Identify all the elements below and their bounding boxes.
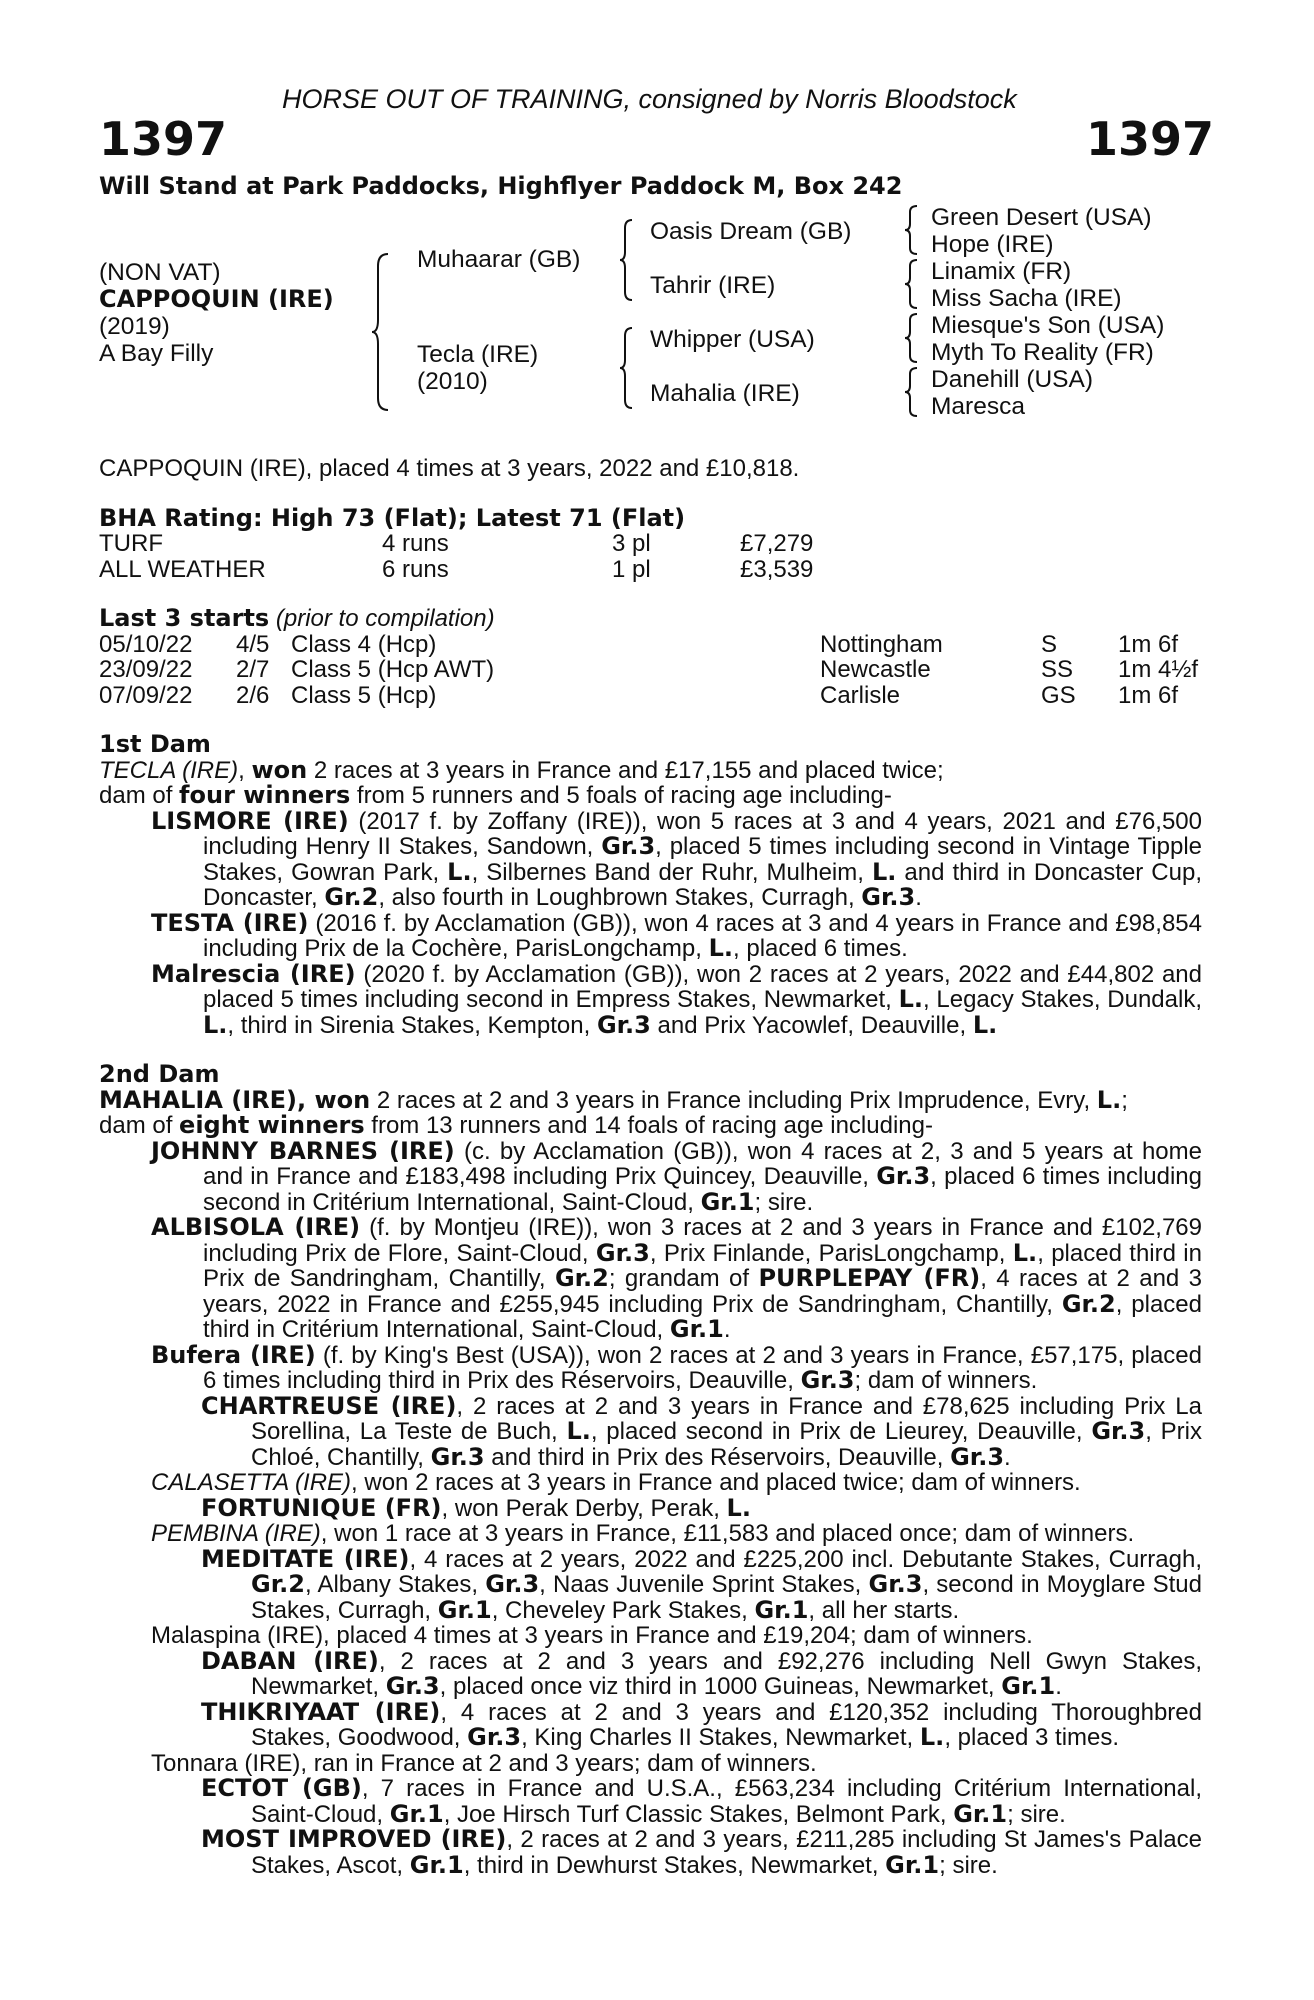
race-class: Class 5 (Hcp AWT) [291,656,495,683]
first-dam-heading: 1st Dam [99,730,211,758]
race-going: S [1041,630,1058,658]
ancestor-sss: Green Desert (USA) [931,204,1152,231]
pedigree-brace-3d [903,366,919,418]
sire-sire: Oasis Dream (GB) [650,218,852,245]
table-row [99,531,813,557]
horse-name: CAPPOQUIN (IRE) [99,285,334,313]
list-item: JOHNNY BARNES (IRE) (c. by Acclamation (GB)), won 4 races at 2, 3 and 5 years at home and in France and £183,498 including Prix Quincey, Deauville, Gr.3, placed 6 times including second in Critérium International, Saint-Cloud, Gr.1; sire. [151,1136,1202,1216]
first-dam-record: TECLA (IRE), won 2 races at 3 years in France and £17,155 and placed twice; [99,755,944,784]
second-dam-section [99,1062,1202,1878]
list-item: FORTUNIQUE (FR), won Perak Derby, Perak, L. [201,1493,751,1522]
lot-number-right: 1397 [1086,112,1215,166]
ancestor-dds: Danehill (USA) [931,366,1094,393]
bha-table [99,531,813,582]
list-item: Tonnara (IRE), ran in France at 2 and 3 years; dam of winners. [151,1749,817,1777]
prize: £7,279 [740,530,814,557]
lot-number-left: 1397 [99,112,228,166]
list-item: TESTA (IRE) (2016 f. by Acclamation (GB)), won 4 races at 3 and 4 years in France and £98,854 including Prix de la Cochère, ParisLongchamp, L., placed 6 times. [151,908,1202,962]
race-distance: 1m 6f [1118,630,1179,658]
list-item: LISMORE (IRE) (2017 f. by Zoffany (IRE)), won 5 races at 3 and 4 years, 2021 and £76,500 including Henry II Stakes, Sandown, Gr.3, placed 5 times including second in Vintage Tipple Stakes, Gowran Park, L., Silbernes Band der Ruhr, Mulheim, L. and third in Doncaster Cup, Doncaster, Gr.2, also fourth in Loughbrown Stakes, Curragh, Gr.3. [151,806,1203,911]
race-date: 23/09/22 [99,656,193,683]
runs: 4 runs [382,530,449,557]
pedigree-brace-3c [903,312,919,364]
race-pos: 2/6 [236,681,270,709]
list-item: CHARTREUSE (IRE), 2 races at 2 and 3 years in France and £78,625 including Prix La Sorellina, La Teste de Buch, L., placed second in Prix de Lieurey, Deauville, Gr.3, Prix Chloé, Chantilly, Gr.3 and third in Prix des Réservoirs, Deauville, Gr.3. [201,1391,1203,1471]
list-item: Malrescia (IRE) (2020 f. by Acclamation (GB)), won 2 races at 2 years, 2022 and £44,802 and placed 5 times including second in Empress Stakes, Newmarket, L., Legacy Stakes, Dundalk, L., third in Sirenia Stakes, Kempton, Gr.3 and Prix Yacowlef, Deauville, L. [151,959,1203,1039]
bha-heading: BHA Rating: High 73 (Flat); Latest 71 (Flat) [99,503,686,532]
horse-year: (2019) [99,313,170,340]
dam-sire: Whipper (USA) [650,326,815,353]
list-item: MOST IMPROVED (IRE), 2 races at 2 and 3 years, £211,285 including St James's Palace Stakes, Ascot, Gr.1, third in Dewhurst Stakes, Newmarket, Gr.1; sire. [201,1825,1202,1879]
last-starts-table [99,632,1198,709]
pedigree-brace-main [370,252,392,412]
list-item: MEDITATE (IRE), 4 races at 2 years, 2022 and £225,200 incl. Debutante Stakes, Curragh, Gr.2, Albany Stakes, Gr.3, Naas Juvenile Sprint Stakes, Gr.3, second in Moyglare Stud Stakes, Curragh, Gr.1, Cheveley Park Stakes, Gr.1, all her starts. [201,1544,1202,1624]
race-going: GS [1041,681,1076,709]
bha-section [99,503,1202,583]
pedigree-brace-3b [903,258,919,310]
ancestor-sds: Linamix (FR) [931,258,1072,285]
pedigree-brace-3a [903,204,919,256]
list-item: ECTOT (GB), 7 races in France and U.S.A., £563,234 including Critérium International, Saint-Cloud, Gr.1, Joe Hirsch Turf Classic Stakes, Belmont Park, Gr.1; sire. [201,1774,1202,1828]
race-course: Newcastle [820,656,931,683]
last-starts-note: (prior to compilation) [275,605,495,632]
sire-dam: Tahrir (IRE) [650,272,776,299]
race-summary: CAPPOQUIN (IRE), placed 4 times at 3 years, 2022 and £10,818. [99,455,800,482]
pedigree-brace-sire [618,218,634,302]
list-item: THIKRIYAAT (IRE), 4 races at 2 and 3 years and £120,352 including Thoroughbred Stakes, Goodwood, Gr.3, King Charles II Stakes, Newmarket, L., placed 3 times. [201,1697,1202,1751]
first-dam-produce: dam of four winners from 5 runners and 5 foals of racing age including- [99,781,892,809]
table-row [99,557,813,583]
first-dam-section [99,732,1202,1038]
race-distance: 1m 6f [1118,681,1179,709]
ancestor-ssd: Hope (IRE) [931,231,1054,258]
vat-status: (NON VAT) [99,259,221,286]
catalogue-body [99,456,1202,1878]
list-item: PEMBINA (IRE), won 1 race at 3 years in France, £11,583 and placed once; dam of winners. [151,1520,1135,1547]
table-row [99,657,1198,683]
table-row [99,683,1198,709]
last-starts-section [99,606,1202,708]
ancestor-dsd: Myth To Reality (FR) [931,339,1154,366]
race-class: Class 4 (Hcp) [291,630,437,658]
race-class: Class 5 (Hcp) [291,681,437,709]
stand-location: Will Stand at Park Paddocks, Highflyer Paddock M, Box 242 [99,172,903,200]
horse-description: A Bay Filly [99,340,214,367]
list-item: DABAN (IRE), 2 races at 2 and 3 years and £92,276 including Nell Gwyn Stakes, Newmarket, Gr.3, placed once viz third in 1000 Guineas, Newmarket, Gr.1. [201,1646,1202,1700]
race-course: Nottingham [820,630,943,658]
race-date: 07/09/22 [99,681,193,709]
list-item: CALASETTA (IRE), won 2 races at 3 years in France and placed twice; dam of winners. [151,1469,1081,1496]
ancestor-sdd: Miss Sacha (IRE) [931,285,1122,312]
second-dam-heading: 2nd Dam [99,1060,220,1088]
dam-name: Tecla (IRE) [417,341,539,368]
ancestor-dss: Miesque's Son (USA) [931,312,1165,339]
dam-dam: Mahalia (IRE) [650,380,800,407]
second-dam-produce: dam of eight winners from 13 runners and 14 foals of racing age including- [99,1111,933,1139]
list-item: Malaspina (IRE), placed 4 times at 3 years in France and £19,204; dam of winners. [151,1622,1033,1649]
race-course: Carlisle [820,681,901,709]
sire-name: Muhaarar (GB) [417,246,581,273]
consignor-header: HORSE OUT OF TRAINING, consigned by Norris Bloodstock [282,84,1017,114]
list-item: Bufera (IRE) (f. by King's Best (USA)), won 2 races at 2 and 3 years in France, £57,175, placed 6 times including third in Prix des Réservoirs, Deauville, Gr.3; dam of winners. [151,1340,1202,1394]
list-item: ALBISOLA (IRE) (f. by Montjeu (IRE)), won 3 races at 2 and 3 years in France and £102,769 including Prix de Flore, Saint-Cloud, Gr.3, Prix Finlande, ParisLongchamp, L., placed third in Prix de Sandringham, Chantilly, Gr.2; grandam of PURPLEPAY (FR), 4 races at 2 and 3 years, 2022 in France and £255,945 including Prix de Sandringham, Chantilly, Gr.2, placed third in Critérium International, Saint-Cloud, Gr.1. [151,1213,1203,1343]
ancestor-ddd: Maresca [931,393,1025,420]
race-going: SS [1041,656,1074,683]
dam-year: (2010) [417,368,488,395]
pedigree-brace-dam [618,326,634,410]
race-pos: 2/7 [236,656,270,683]
table-row [99,632,1198,658]
placed: 1 pl [612,555,651,583]
placed: 3 pl [612,530,651,557]
surface: ALL WEATHER [99,555,266,583]
runs: 6 runs [382,555,449,583]
prize: £3,539 [740,555,814,583]
last-starts-heading: Last 3 starts [99,604,270,632]
race-pos: 4/5 [236,630,270,658]
race-date: 05/10/22 [99,630,193,658]
second-dam-record: MAHALIA (IRE), won 2 races at 2 and 3 years in France including Prix Imprudence, Evry, L.; [99,1085,1128,1114]
race-distance: 1m 4½f [1118,656,1199,683]
surface: TURF [99,530,163,557]
